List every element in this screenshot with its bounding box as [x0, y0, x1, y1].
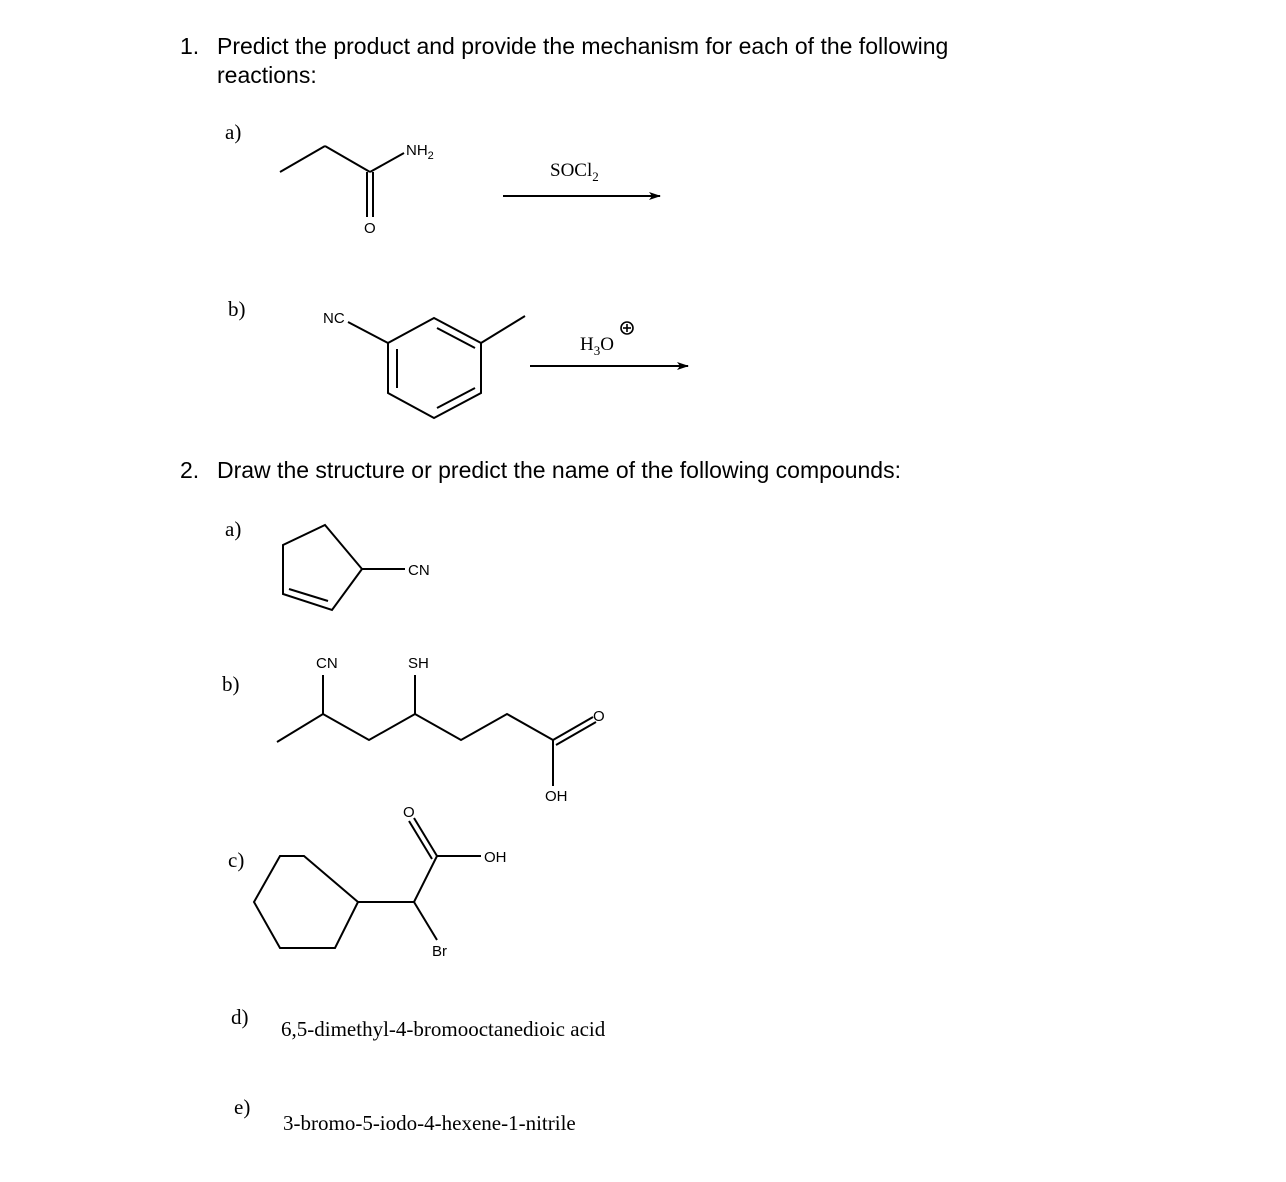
q2c-molecule — [254, 818, 481, 948]
q2c-o-label: O — [403, 804, 415, 821]
question-1-line-1: Predict the product and provide the mechanism for each of the following — [217, 33, 949, 59]
q2b-molecule — [277, 675, 596, 786]
q1b-nc-label: NC — [323, 310, 345, 327]
q1a-molecule — [280, 146, 404, 217]
question-2-line-1: Draw the structure or predict the name of the following compounds: — [217, 457, 901, 483]
q1a-o-label: O — [364, 220, 376, 237]
question-1-number: 1. — [180, 33, 200, 59]
q2d-label: d) — [231, 1005, 249, 1029]
q2e-compound-name: 3-bromo-5-iodo-4-hexene-1-nitrile — [283, 1111, 576, 1135]
q1b-molecule — [348, 316, 525, 418]
q2b-cn-label: CN — [316, 655, 338, 672]
q2c-label: c) — [228, 848, 245, 872]
q2a-label: a) — [225, 517, 242, 541]
q2d-compound-name: 6,5-dimethyl-4-bromooctanedioic acid — [281, 1017, 606, 1041]
q1a-nh2-label: $NH_2$ — [406, 142, 434, 162]
q2b-sh-label: SH — [408, 655, 429, 672]
q2a-molecule — [283, 525, 405, 610]
q1b-reagent: $H_3O$ — [580, 334, 614, 358]
q2b-o-label: O — [593, 708, 605, 725]
question-2-number: 2. — [180, 457, 200, 483]
q2b-label: b) — [222, 672, 240, 696]
q1a-label: a) — [225, 120, 242, 144]
positive-charge-icon — [621, 322, 633, 334]
q2e-label: e) — [234, 1095, 251, 1119]
q2a-cn-label: CN — [408, 562, 430, 579]
q2b-oh-label: OH — [545, 788, 568, 805]
q1b-label: b) — [228, 297, 246, 321]
q2c-oh-label: OH — [484, 849, 507, 866]
q1a-reagent: SOCl$_2$ — [550, 160, 599, 184]
question-1-line-2: reactions: — [217, 62, 317, 88]
q2c-br-label: Br — [432, 943, 447, 960]
